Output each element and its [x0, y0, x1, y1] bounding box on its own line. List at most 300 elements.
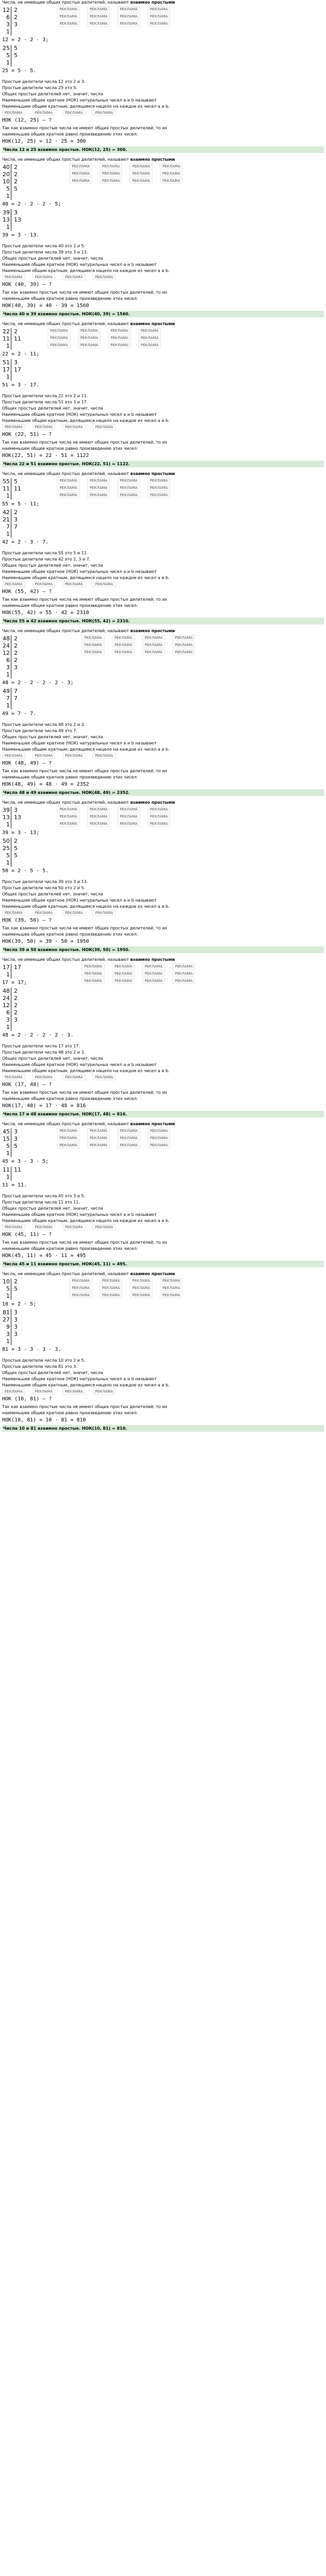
division-table-first	[2, 807, 48, 828]
lcm-rule-2: Наименьшим общим кратным, делящимся нацело на каждое из чисел a и b.	[2, 418, 170, 423]
ad-label[interactable]: РЕКЛАМА	[82, 642, 105, 648]
ad-label[interactable]: РЕКЛАМА	[148, 1128, 171, 1134]
divisor-cell	[12, 702, 17, 709]
simple-divisors-second: Простые делители числа 48 это 2 и 3.	[2, 1050, 86, 1055]
dividend-cell: 51	[2, 359, 11, 366]
dividend-cell: 81	[2, 1309, 11, 1316]
lcm-rule: Наименьшее общее кратное (НОК) натуральных чисел a и b называют	[2, 1212, 157, 1217]
ad-label[interactable]: РЕКЛАМА	[57, 1142, 80, 1148]
section-intro	[2, 471, 324, 477]
ad-row	[2, 581, 324, 587]
ad-label[interactable]: РЕКЛАМА	[69, 163, 92, 170]
ad-label[interactable]: РЕКЛАМА	[69, 1292, 92, 1298]
divisor-cell: 2	[14, 657, 18, 664]
ad-label[interactable]: РЕКЛАМА	[87, 821, 110, 827]
simple-divisors-second: Простые делители числа 81 это 3.	[2, 1364, 77, 1369]
lcm-rule-2: Наименьшим общим кратным, делящимся нацело на каждое из чисел a и b.	[2, 268, 170, 273]
intro-bold: взаимно простыми	[130, 157, 175, 162]
ad-label[interactable]: РЕКЛАМА	[2, 1388, 25, 1395]
ad-label[interactable]: РЕКЛАМА	[129, 1292, 153, 1298]
ad-label[interactable]: РЕКЛАМА	[148, 6, 171, 12]
ad-label[interactable]: РЕКЛАМА	[47, 342, 71, 348]
divisor-cell: 2	[14, 171, 18, 178]
ad-label[interactable]: РЕКЛАМА	[62, 424, 86, 430]
no-common-text: Общих простых делителей нет, значит, числа	[2, 735, 103, 739]
ad-label[interactable]: РЕКЛАМА	[78, 342, 101, 348]
dividend-cell: 1	[2, 343, 11, 350]
answer-text: Числа 39 и 50 взаимно простые. НОК(39, 50) = 1950.	[3, 947, 130, 952]
ad-label[interactable]: РЕКЛАМА	[108, 335, 131, 341]
ad-label[interactable]: РЕКЛАМА	[112, 971, 135, 977]
intro-text: Числа, не имеющие общих простых делителей, называют	[2, 321, 129, 326]
ad-label[interactable]: РЕКЛАМА	[117, 21, 140, 27]
divisor-cell: 3	[14, 1136, 18, 1142]
same-factors: Так как взаимно простые числа не имеют общих простых делителей, то их	[2, 1090, 168, 1095]
lcm-rule: Наименьшее общее кратное (НОК) натуральных чисел a и b называют	[2, 412, 157, 417]
ad-label[interactable]: РЕКЛАМА	[93, 581, 116, 587]
ad-label[interactable]: РЕКЛАМА	[87, 13, 110, 20]
dividend-cell: 25	[2, 45, 11, 52]
ad-label[interactable]: РЕКЛАМА	[117, 485, 140, 491]
ad-label[interactable]: РЕКЛАМА	[148, 21, 171, 27]
same-factors: Так как взаимно простые числа не имеют общих простых делителей, то их	[2, 1240, 168, 1245]
lcm-formula: НОК(39, 50) = 39 · 50 = 1950	[2, 939, 89, 944]
divisor-cell	[12, 671, 17, 679]
divisor-cell: 13	[14, 216, 21, 223]
dividend-cell: 1	[2, 1338, 11, 1345]
divisions-column	[2, 635, 73, 719]
simple-divisors-first: Простые делители числа 48 это 2 и 3.	[2, 722, 86, 727]
ad-label[interactable]: РЕКЛАМА	[93, 110, 116, 116]
simple-divisors-first: Простые делители числа 40 это 2 и 5.	[2, 244, 86, 248]
ad-label[interactable]: РЕКЛАМА	[148, 478, 171, 484]
dividend-cell: 40	[2, 164, 11, 171]
section-intro	[2, 800, 324, 805]
ad-label[interactable]: РЕКЛАМА	[117, 1128, 140, 1134]
divisor-cell	[12, 193, 17, 200]
ad-label[interactable]: РЕКЛАМА	[69, 178, 92, 184]
divisor-cell: 5	[14, 478, 18, 485]
ad-label[interactable]: РЕКЛАМА	[148, 1135, 171, 1141]
division-table-first	[2, 328, 39, 350]
ad-label[interactable]: РЕКЛАМА	[160, 1285, 183, 1291]
ad-label[interactable]: РЕКЛАМА	[160, 163, 183, 170]
simple-divisors-first: Простые делители числа 55 это 5 и 11.	[2, 551, 88, 555]
factorization-second: 11 = 11.	[2, 1182, 27, 1188]
ad-label[interactable]: РЕКЛАМА	[148, 492, 171, 498]
intro-text: Числа, не имеющие общих простых делителей, называют	[2, 0, 129, 5]
ad-row	[69, 1285, 324, 1291]
section-spacer	[2, 1433, 324, 1436]
ad-label[interactable]: РЕКЛАМА	[2, 1224, 25, 1230]
ad-label[interactable]: РЕКЛАМА	[129, 178, 153, 184]
factorization-second: 81 = 3 · 3 · 3 · 3.	[2, 1347, 61, 1352]
dividend-cell: 13	[2, 814, 11, 821]
divisions-column	[2, 6, 48, 76]
ad-label[interactable]: РЕКЛАМА	[160, 178, 183, 184]
dividend-cell: 3	[2, 664, 11, 671]
solution-section	[2, 321, 324, 471]
ad-label[interactable]: РЕКЛАМА	[2, 753, 25, 759]
ad-label[interactable]: РЕКЛАМА	[2, 110, 25, 116]
ad-label[interactable]: РЕКЛАМА	[148, 806, 171, 812]
ad-label[interactable]: РЕКЛАМА	[82, 963, 105, 970]
ad-label[interactable]: РЕКЛАМА	[87, 1128, 110, 1134]
ads-column	[47, 328, 324, 349]
ad-label[interactable]: РЕКЛАМА	[57, 806, 80, 812]
ad-label[interactable]: РЕКЛАМА	[138, 328, 161, 334]
same-factors: Так как взаимно простые числа не имеют общих простых делителей, то их	[2, 1404, 168, 1409]
ad-label[interactable]: РЕКЛАМА	[32, 1388, 56, 1395]
dividend-cell: 20	[2, 171, 11, 178]
ad-label[interactable]: РЕКЛАМА	[142, 642, 165, 648]
ad-row	[57, 6, 324, 12]
simple-divisors-first: Простые делители числа 39 это 3 и 13.	[2, 879, 88, 884]
ad-label[interactable]: РЕКЛАМА	[62, 1224, 86, 1230]
divisor-cell: 3	[14, 1331, 18, 1337]
ad-label[interactable]: РЕКЛАМА	[100, 171, 123, 177]
lcm-rule-2: Наименьшим общим кратным, делящимся нацело на каждое из чисел a и b.	[2, 575, 170, 580]
ad-label[interactable]: РЕКЛАМА	[117, 492, 140, 498]
divisor-cell	[12, 343, 17, 350]
factorization-second: 25 = 5 · 5.	[2, 68, 37, 74]
ad-label[interactable]: РЕКЛАМА	[93, 1074, 116, 1080]
lcm-question: НОК (40, 39) – ?	[2, 282, 52, 287]
dividend-cell: 25	[2, 845, 11, 852]
answer-bar	[2, 1111, 324, 1117]
ad-label[interactable]: РЕКЛАМА	[108, 328, 131, 334]
ad-label[interactable]: РЕКЛАМА	[117, 6, 140, 12]
ad-label[interactable]: РЕКЛАМА	[62, 274, 86, 280]
dividend-cell: 1	[2, 821, 11, 828]
factorization-first: 55 = 5 · 11;	[2, 501, 40, 507]
ad-label[interactable]: РЕКЛАМА	[57, 821, 80, 827]
ad-label[interactable]: РЕКЛАМА	[112, 978, 135, 984]
divisor-cell	[12, 224, 17, 231]
ad-label[interactable]: РЕКЛАМА	[2, 910, 25, 916]
ad-label[interactable]: РЕКЛАМА	[87, 1142, 110, 1148]
ad-label[interactable]: РЕКЛАМА	[57, 485, 80, 491]
ad-label[interactable]: РЕКЛАМА	[87, 814, 110, 820]
divisions-column	[2, 163, 61, 240]
ad-label[interactable]: РЕКЛАМА	[32, 581, 56, 587]
ad-label[interactable]: РЕКЛАМА	[93, 910, 116, 916]
ad-label[interactable]: РЕКЛАМА	[57, 6, 80, 12]
ad-row	[57, 13, 324, 20]
ad-label[interactable]: РЕКЛАМА	[87, 6, 110, 12]
ad-label[interactable]: РЕКЛАМА	[117, 814, 140, 820]
solution-section	[2, 800, 324, 957]
divisor-cell: 2	[14, 1009, 18, 1016]
ad-label[interactable]: РЕКЛАМА	[57, 1135, 80, 1141]
ad-label[interactable]: РЕКЛАМА	[69, 1285, 92, 1291]
divisor-cell: 3	[14, 359, 18, 366]
ad-label[interactable]: РЕКЛАМА	[112, 963, 135, 970]
intro-text: Числа, не имеющие общих простых делителей, называют	[2, 1122, 129, 1126]
lcm-rule: Наименьшее общее кратное (НОК) натуральных чисел a и b называют	[2, 741, 157, 745]
intro-bold: взаимно простыми	[130, 800, 175, 805]
ad-row	[57, 485, 324, 491]
simple-divisors-second: Простые делители числа 51 это 3 и 17.	[2, 400, 88, 404]
ad-label[interactable]: РЕКЛАМА	[93, 1224, 116, 1230]
divisor-cell: 5	[14, 845, 18, 852]
divisor-cell: 11	[14, 1166, 21, 1173]
ad-label[interactable]: РЕКЛАМА	[32, 424, 56, 430]
ad-label[interactable]: РЕКЛАМА	[47, 328, 71, 334]
ad-label[interactable]: РЕКЛАМА	[100, 1292, 123, 1298]
divisor-cell	[12, 493, 17, 500]
ad-label[interactable]: РЕКЛАМА	[87, 1135, 110, 1141]
factorization-block	[2, 6, 324, 76]
lcm-question: НОК (48, 49) – ?	[2, 760, 52, 766]
dividend-cell: 1	[2, 493, 11, 500]
divisor-cell: 7	[14, 523, 18, 530]
factorization-first: 17 = 17;	[2, 980, 27, 986]
ad-label[interactable]: РЕКЛАМА	[117, 1142, 140, 1148]
ad-label[interactable]: РЕКЛАМА	[78, 335, 101, 341]
ad-label[interactable]: РЕКЛАМА	[148, 485, 171, 491]
ad-label[interactable]: РЕКЛАМА	[172, 963, 195, 970]
simple-divisors-second: Простые делители числа 11 это 11.	[2, 1200, 80, 1205]
divisor-cell: 5	[14, 45, 18, 52]
ad-label[interactable]: РЕКЛАМА	[142, 978, 165, 984]
answer-bar	[2, 461, 324, 467]
simple-divisors-second: Простые делители числа 39 это 3 и 13.	[2, 250, 88, 255]
ad-label[interactable]: РЕКЛАМА	[112, 642, 135, 648]
ad-label[interactable]: РЕКЛАМА	[138, 342, 161, 348]
same-factors-2: наименьшее общее кратное равно произведению этих чисел:	[2, 932, 138, 937]
lcm-rule: Наименьшее общее кратное (НОК) натуральных чисел a и b называют	[2, 262, 157, 267]
ad-label[interactable]: РЕКЛАМА	[172, 649, 195, 655]
ad-label[interactable]: РЕКЛАМА	[2, 1074, 25, 1080]
ad-label[interactable]: РЕКЛАМА	[2, 424, 25, 430]
division-table-first	[2, 478, 48, 500]
answer-text: Числа 12 и 25 взаимно простые. НОК(12, 25) = 300.	[3, 147, 127, 152]
divisor-cell: 3	[14, 664, 18, 671]
ad-label[interactable]: РЕКЛАМА	[62, 753, 86, 759]
answer-bar	[2, 618, 324, 624]
ad-label[interactable]: РЕКЛАМА	[57, 492, 80, 498]
division-table-second	[2, 1309, 61, 1345]
ad-label[interactable]: РЕКЛАМА	[32, 274, 56, 280]
ad-label[interactable]: РЕКЛАМА	[129, 1278, 153, 1284]
ad-label[interactable]: РЕКЛАМА	[148, 814, 171, 820]
ad-label[interactable]: РЕКЛАМА	[82, 978, 105, 984]
ad-label[interactable]: РЕКЛАМА	[87, 806, 110, 812]
factorization-second: 48 = 2 · 2 · 2 · 2 · 3.	[2, 1032, 74, 1038]
lcm-rule: Наименьшее общее кратное (НОК) натуральных чисел a и b называют	[2, 98, 157, 103]
division-table-first	[2, 1128, 48, 1157]
divisions-column	[2, 328, 39, 390]
ad-label[interactable]: РЕКЛАМА	[129, 171, 153, 177]
ad-label[interactable]: РЕКЛАМА	[117, 1135, 140, 1141]
solution-section	[2, 957, 324, 1122]
dividend-cell: 39	[2, 209, 11, 216]
dividend-cell: 17	[2, 366, 11, 374]
dividend-cell: 42	[2, 509, 11, 516]
ad-label[interactable]: РЕКЛАМА	[100, 1285, 123, 1291]
ad-label[interactable]: РЕКЛАМА	[82, 971, 105, 977]
ad-label[interactable]: РЕКЛАМА	[57, 13, 80, 20]
ad-label[interactable]: РЕКЛАМА	[82, 649, 105, 655]
ad-row	[57, 806, 324, 812]
ads-column	[57, 806, 324, 828]
divisor-cell: 2	[14, 642, 18, 649]
ad-label[interactable]: РЕКЛАМА	[57, 814, 80, 820]
ad-label[interactable]: РЕКЛАМА	[57, 1128, 80, 1134]
intro-text: Числа, не имеющие общих простых делителей, называют	[2, 471, 129, 476]
ad-row	[2, 910, 324, 916]
ad-row	[57, 821, 324, 827]
lcm-rule-2: Наименьшим общим кратным, делящимся нацело на каждое из чисел a и b.	[2, 104, 170, 109]
answer-text: Числа 22 и 51 взаимно простые. НОК(22, 51) = 1122.	[3, 462, 130, 466]
ad-label[interactable]: РЕКЛАМА	[82, 635, 105, 641]
ad-label[interactable]: РЕКЛАМА	[57, 478, 80, 484]
ad-label[interactable]: РЕКЛАМА	[112, 649, 135, 655]
same-factors-2: наименьшее общее кратное равно произведению этих чисел:	[2, 1096, 138, 1101]
intro-bold: взаимно простыми	[130, 629, 175, 633]
ad-label[interactable]: РЕКЛАМА	[32, 110, 56, 116]
ad-label[interactable]: РЕКЛАМА	[172, 978, 195, 984]
division-table-second	[2, 509, 48, 538]
ad-label[interactable]: РЕКЛАМА	[148, 1142, 171, 1148]
ad-label[interactable]: РЕКЛАМА	[117, 821, 140, 827]
division-table-first	[2, 7, 48, 36]
ad-row	[69, 1278, 324, 1284]
ad-label[interactable]: РЕКЛАМА	[160, 1278, 183, 1284]
ad-label[interactable]: РЕКЛАМА	[142, 971, 165, 977]
ad-label[interactable]: РЕКЛАМА	[47, 335, 71, 341]
dividend-cell: 55	[2, 478, 11, 485]
ad-label[interactable]: РЕКЛАМА	[2, 274, 25, 280]
divisor-cell: 2	[14, 7, 18, 13]
simple-divisors-first: Простые делители числа 10 это 2 и 5.	[2, 1358, 86, 1363]
divisor-cell: 3	[14, 1309, 18, 1316]
divisor-cell	[12, 28, 17, 36]
divisor-cell: 3	[14, 21, 18, 28]
ad-label[interactable]: РЕКЛАМА	[93, 753, 116, 759]
ad-label[interactable]: РЕКЛАМА	[172, 971, 195, 977]
ad-label[interactable]: РЕКЛАМА	[57, 21, 80, 27]
divisor-cell: 2	[14, 1002, 18, 1009]
ad-label[interactable]: РЕКЛАМА	[108, 342, 131, 348]
factorization-first: 22 = 2 · 11;	[2, 351, 40, 357]
ads-column	[69, 163, 324, 185]
ad-label[interactable]: РЕКЛАМА	[32, 1074, 56, 1080]
ad-row	[82, 642, 324, 648]
divisor-cell	[12, 1174, 17, 1181]
ad-label[interactable]: РЕКЛАМА	[148, 13, 171, 20]
solution-section	[2, 157, 324, 321]
ad-label[interactable]: РЕКЛАМА	[112, 635, 135, 641]
divisor-cell: 3	[14, 1128, 18, 1135]
ad-label[interactable]: РЕКЛАМА	[87, 478, 110, 484]
ad-label[interactable]: РЕКЛАМА	[138, 335, 161, 341]
ad-label[interactable]: РЕКЛАМА	[142, 649, 165, 655]
ad-label[interactable]: РЕКЛАМА	[62, 1074, 86, 1080]
ad-label[interactable]: РЕКЛАМА	[93, 1388, 116, 1395]
intro-bold: взаимно простыми	[130, 471, 175, 476]
divisor-cell: 2	[14, 1278, 18, 1285]
ad-label[interactable]: РЕКЛАМА	[160, 1292, 183, 1298]
ad-label[interactable]: РЕКЛАМА	[32, 1224, 56, 1230]
ad-label[interactable]: РЕКЛАМА	[100, 1278, 123, 1284]
ad-label[interactable]: РЕКЛАМА	[117, 13, 140, 20]
ad-label[interactable]: РЕКЛАМА	[87, 21, 110, 27]
intro-text: Числа, не имеющие общих простых делителей, называют	[2, 957, 129, 962]
ad-label[interactable]: РЕКЛАМА	[160, 171, 183, 177]
dividend-cell: 3	[2, 1016, 11, 1024]
ad-label[interactable]: РЕКЛАМА	[62, 110, 86, 116]
factorization-block	[2, 478, 324, 547]
divisor-cell: 17	[14, 366, 21, 373]
ad-label[interactable]: РЕКЛАМА	[32, 753, 56, 759]
ad-label[interactable]: РЕКЛАМА	[100, 178, 123, 184]
ad-label[interactable]: РЕКЛАМА	[62, 581, 86, 587]
no-common-text: Общих простых делителей нет, значит, числа	[2, 256, 103, 261]
ad-label[interactable]: РЕКЛАМА	[32, 910, 56, 916]
simple-divisors-first: Простые делители числа 17 это 17.	[2, 1044, 80, 1048]
ad-label[interactable]: РЕКЛАМА	[93, 274, 116, 280]
ad-label[interactable]: РЕКЛАМА	[117, 806, 140, 812]
ad-label[interactable]: РЕКЛАМА	[142, 635, 165, 641]
dividend-cell: 11	[2, 1166, 11, 1174]
dividend-cell: 24	[2, 995, 11, 1002]
ad-row	[57, 478, 324, 484]
ad-row	[2, 753, 324, 759]
dividend-cell: 21	[2, 516, 11, 523]
ad-label[interactable]: РЕКЛАМА	[148, 821, 171, 827]
ad-label[interactable]: РЕКЛАМА	[129, 163, 153, 170]
ad-label[interactable]: РЕКЛАМА	[62, 910, 86, 916]
ad-label[interactable]: РЕКЛАМА	[172, 642, 195, 648]
ad-label[interactable]: РЕКЛАМА	[69, 171, 92, 177]
ad-label[interactable]: РЕКЛАМА	[93, 424, 116, 430]
ad-label[interactable]: РЕКЛАМА	[87, 485, 110, 491]
ad-label[interactable]: РЕКЛАМА	[62, 1388, 86, 1395]
ad-label[interactable]: РЕКЛАМА	[2, 581, 25, 587]
ad-label[interactable]: РЕКЛАМА	[87, 492, 110, 498]
divisor-cell: 3	[14, 1324, 18, 1330]
ad-label[interactable]: РЕКЛАМА	[100, 163, 123, 170]
ad-label[interactable]: РЕКЛАМА	[69, 1278, 92, 1284]
dividend-cell: 1	[2, 671, 11, 679]
dividend-cell: 6	[2, 1009, 11, 1016]
dividend-cell: 11	[2, 335, 11, 343]
ad-label[interactable]: РЕКЛАМА	[172, 635, 195, 641]
factorization-block	[2, 328, 324, 390]
dividend-cell: 39	[2, 807, 11, 814]
same-factors-2: наименьшее общее кратное равно произведению этих чисел:	[2, 132, 138, 137]
ad-label[interactable]: РЕКЛАМА	[78, 328, 101, 334]
dividend-cell: 13	[2, 216, 11, 224]
answer-text: Числа 40 и 39 взаимно простые. НОК(40, 39) = 1560.	[3, 312, 130, 316]
division-table-first	[2, 635, 73, 679]
division-table-second	[2, 688, 73, 709]
division-table-second	[2, 838, 48, 867]
divisions-column	[2, 1128, 48, 1190]
ad-label[interactable]: РЕКЛАМА	[129, 1285, 153, 1291]
divisor-cell: 3	[14, 1316, 18, 1323]
divisor-cell: 3	[14, 209, 18, 216]
lcm-rule-2: Наименьшим общим кратным, делящимся нацело на каждое из чисел a и b.	[2, 1383, 170, 1387]
factorization-first: 39 = 3 · 13;	[2, 830, 40, 836]
factorization-first: 45 = 3 · 3 · 5;	[2, 1159, 49, 1164]
ad-label[interactable]: РЕКЛАМА	[117, 478, 140, 484]
dividend-cell: 9	[2, 1324, 11, 1331]
divisor-cell: 13	[14, 814, 21, 821]
ad-label[interactable]: РЕКЛАМА	[142, 963, 165, 970]
